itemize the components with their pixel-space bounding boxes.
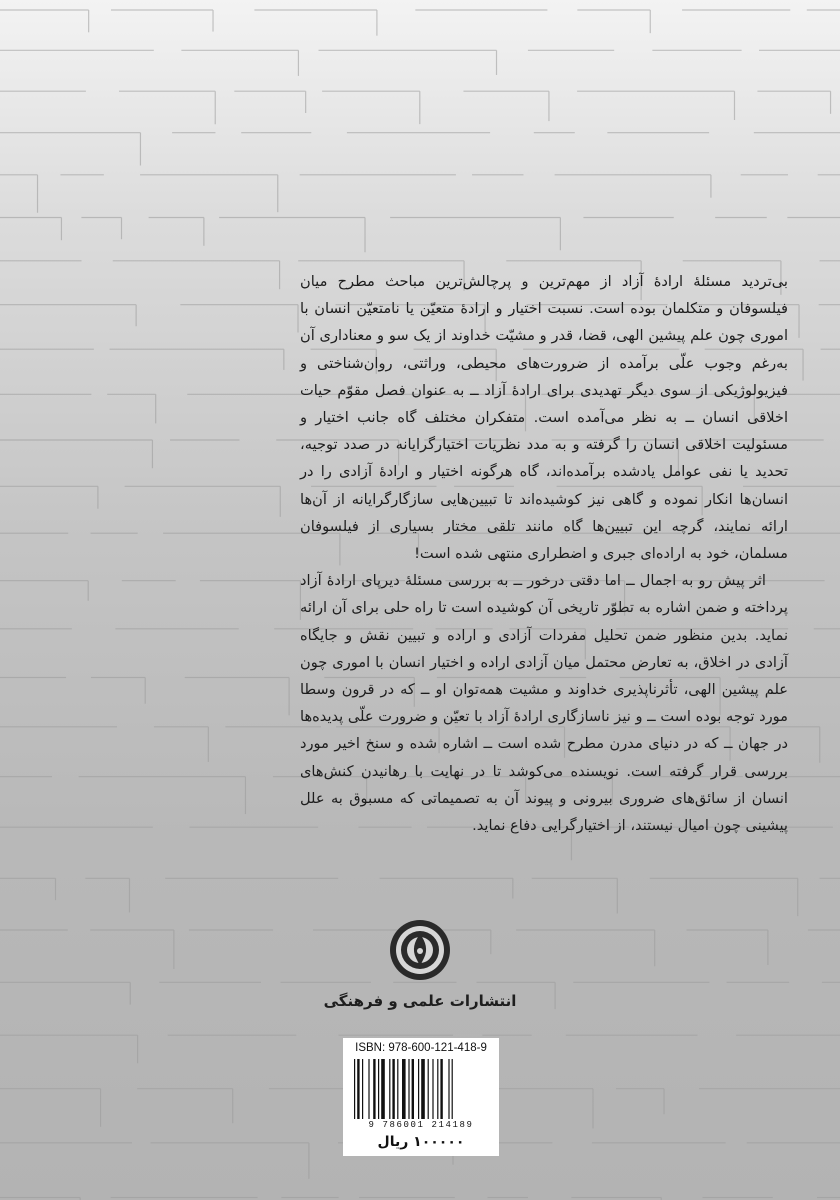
- back-cover-blurb: [300, 268, 788, 839]
- barcode: [354, 1059, 488, 1119]
- isbn-label: ISBN: 978-600-121-418-9: [355, 1042, 487, 1054]
- barcode-panel: [343, 1038, 499, 1156]
- blurb-paragraph-1: بی‌تردید مسئلهٔ ارادهٔ آزاد از مهم‌ترین و پرچالش‌ترین مباحث مطرح میان فیلسوفان و متکلمان بوده است. نسبت اختیار و ارادهٔ متعیّن یا نامتعیّن انسان با اموری چون علم پیشین الهی، قضا، قدر و مشیّت خداوند از یک سو و معناداری آن به‌رغم وجوب علّی برآمده از ضرورت‌های محیطی، وراثتی، روان‌شناختی و فیزیولوژیکی از سوی دیگر تهدیدی برای ارادهٔ آزاد ــ به عنوان فصل مقوّم حیات اخلاقی انسان ــ به نظر می‌آمده است. متفکران مختلف گاه جانب اختیار و مسئولیت اخلاقی انسان را گرفته و به مدد نظریات اختیارگرایانه در صدد توجیه، تحدید یا نفی عوامل یادشده برآمده‌اند، گاه هرگونه اختیار و ارادهٔ آزادی را در انسان‌ها انکار نموده و گاهی نیز کوشیده‌اند تا تبیین‌هایی سازگارگرایانه از آن‌ها ارائه نمایند، گرچه این تبیین‌ها گاه مانند تلقی مختار بسیاری از فیلسوفان مسلمان، خود به اراده‌ای جبری و اضطراری منتهی شده است!: [300, 273, 788, 563]
- barcode-digits: 9 786001 214189: [368, 1120, 474, 1130]
- publisher-emblem-icon: [388, 918, 452, 982]
- publisher-name: انتشارات علمی و فرهنگی: [323, 992, 517, 1010]
- price-label: ۱۰۰۰۰۰ ریال: [377, 1134, 465, 1150]
- blurb-paragraph-2: اثر پیش رو به اجمال ــ اما دقتی درخور ــ به بررسی مسئلهٔ دیرپای ارادهٔ آزاد پرداخته و ضمن اشاره به تطوّر تاریخی آن کوشیده است تا راه حلی برای آن ارائه نماید. بدین منظور ضمن تحلیل مفردات آزادی و اراده و تبیین نقش و جایگاه آزادی در اخلاق، به تعارض محتمل میان آزادی اراده و اختیار انسان با اموری چون علم پیشین الهی، تأثرناپذیری خداوند و مشیت همه‌توان او ــ که در قرون وسطا مورد توجه بوده است ــ و نیز ناسازگاری ارادهٔ آزاد با تعیّن و ضرورت علّی پدیده‌ها در جهان ــ که در دنیای مدرن مطرح شده است ــ اشاره شده و سنخ اخیر مورد بررسی قرار گرفته است. نویسنده می‌کوشد تا در نهایت با رهانیدن کنش‌های انسان از سائق‌های ضروری بیرونی و پیوند آن به تصمیماتی که مسبوق به علل پیشینی چون امیال نیستند، از اختیارگرایی دفاع نماید.: [300, 572, 788, 835]
